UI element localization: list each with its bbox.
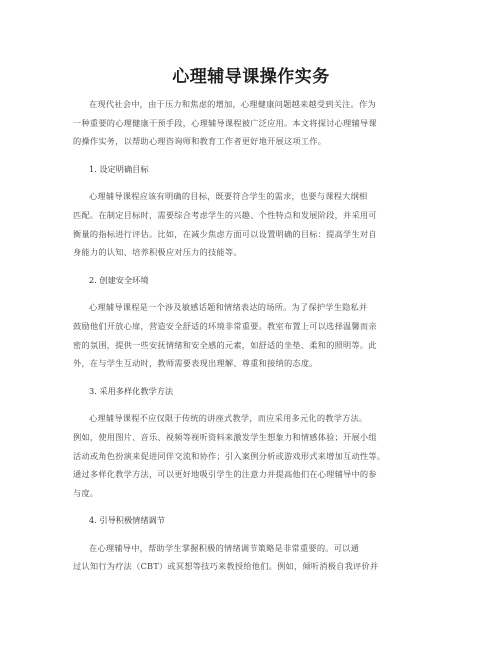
paragraph-line: 心理辅导课程不应仅限于传统的讲座式教学，而应采用多元化的教学方法。 <box>89 413 368 424</box>
paragraph-line: 衡量的指标进行评估。比如，在减少焦虑方面可以设置明确的目标：提高学生对自 <box>73 228 377 239</box>
paragraph-line: 活动或角色扮演来促进同伴交流和协作；引入案例分析或游戏形式来增加互动性等。 <box>73 450 386 461</box>
document-body <box>73 95 429 576</box>
paragraph-line: 通过多样化教学方法，可以更好地吸引学生的注意力并提高他们在心理辅导中的参 <box>73 469 377 480</box>
paragraph-line: 鼓励他们开放心扉，营造安全舒适的环境非常重要。教室布置上可以选择温馨而亲 <box>73 320 377 331</box>
section-paragraph-1 <box>73 187 429 261</box>
paragraph-line: 心理辅导课程应该有明确的目标，既要符合学生的需求，也要与课程大纲相 <box>89 191 368 202</box>
document-title: 心理辅导课操作实务 <box>172 67 330 87</box>
intro-paragraph <box>73 95 429 151</box>
paragraph-line: 匹配。在制定目标时，需要综合考虑学生的兴趣、个性特点和发展阶段，并采用可 <box>73 209 377 220</box>
paragraph-line: 外，在与学生互动时，教师需要表现出理解、尊重和接纳的态度。 <box>73 358 318 369</box>
section-paragraph-4 <box>73 539 429 576</box>
paragraph-line: 身能力的认知、培养积极应对压力的技能等。 <box>73 247 242 258</box>
intro-line: 在现代社会中，由于压力和焦虑的增加，心理健康问题越来越受到关注。作为 <box>89 99 376 109</box>
section-heading-4: 4. 引导积极情绪调节 <box>89 515 165 526</box>
section-heading-2: 2. 创建安全环境 <box>89 274 149 285</box>
section-heading-1: 1. 设定明确目标 <box>89 163 149 174</box>
paragraph-line: 与度。 <box>73 487 99 498</box>
section-paragraph-2 <box>73 298 429 372</box>
paragraph-line: 密的氛围，提供一些安抚情绪和安全感的元素，如舒适的坐垫、柔和的照明等。此 <box>73 339 377 350</box>
paragraph-line: 过认知行为疗法（CBT）或冥想等技巧来教授给他们。例如，倾听消极自我评价并 <box>73 561 379 572</box>
paragraph-line: 在心理辅导中，帮助学生掌握积极的情绪调节策略是非常重要的。可以通 <box>89 542 360 553</box>
intro-line: 的操作实务，以帮助心理咨询师和教育工作者更好地开展这项工作。 <box>73 136 327 147</box>
section-heading-3: 3. 采用多样化教学方法 <box>89 385 174 396</box>
intro-line: 一种重要的心理健康干预手段，心理辅导课程被广泛应用。本文将探讨心理辅导课 <box>73 117 377 128</box>
paragraph-line: 心理辅导课程是一个涉及敏感话题和情绪表达的场所。为了保护学生隐私并 <box>89 302 368 313</box>
section-paragraph-3 <box>73 409 429 502</box>
paragraph-line: 例如，使用图片、音乐、视频等视听资料来激发学生想象力和情感体验；开展小组 <box>73 431 377 442</box>
